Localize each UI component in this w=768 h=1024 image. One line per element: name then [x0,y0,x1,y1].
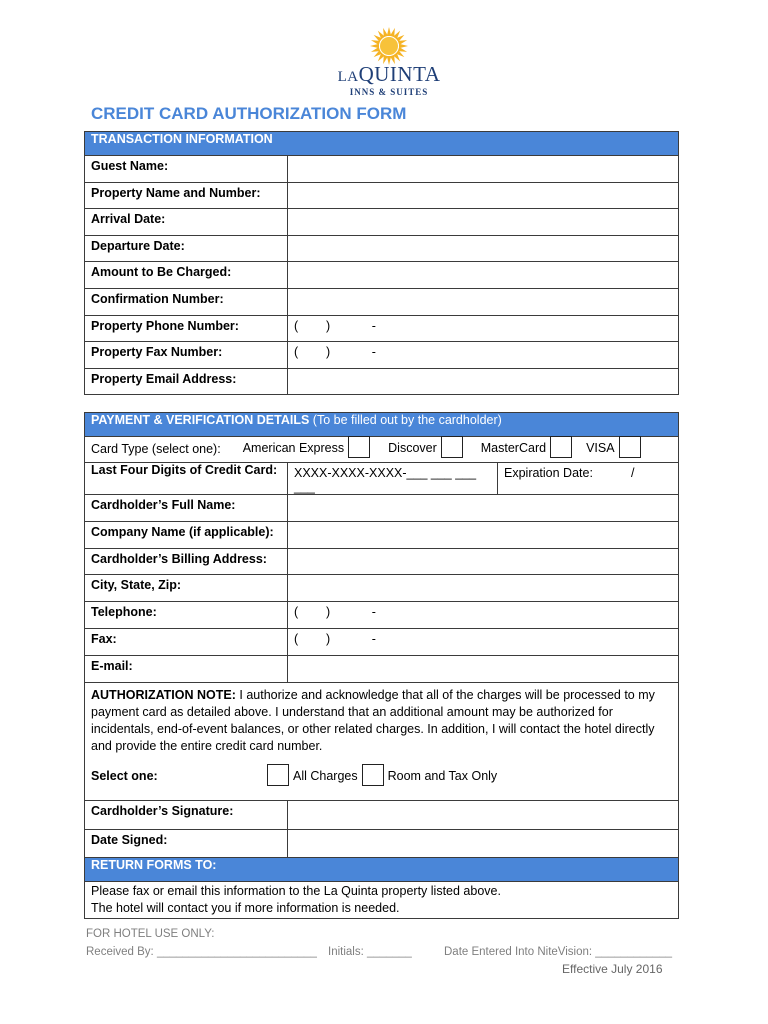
field-value[interactable] [288,495,679,522]
card-type-mastercard[interactable]: MasterCard [481,439,576,458]
brand-name: LAQUINTA [337,62,441,86]
field-value[interactable]: ( ) - [288,315,679,342]
table-row [85,262,679,289]
return-instructions [85,881,679,918]
field-value[interactable] [288,288,679,315]
all-charges-label: All Charges [293,769,358,784]
card-type-label: Card Type (select one): [91,441,221,456]
sun-ray [387,27,391,36]
field-label: Cardholder’s Full Name: [85,495,288,522]
table-row [85,315,679,342]
card-type-visa[interactable]: VISA [586,439,645,458]
card-type-discover[interactable]: Discover [388,439,467,458]
room-tax-checkbox[interactable] [362,764,384,786]
return-header: RETURN FORMS TO: [85,857,679,881]
expiration-field[interactable]: Expiration Date: / [498,463,679,495]
last-four-label: Last Four Digits of Credit Card: [85,463,288,495]
received-by: Received By: _________________________ [86,946,317,958]
field-value[interactable]: ( ) - [288,628,679,655]
field-value[interactable] [288,548,679,575]
table-row [85,368,679,395]
field-label: Arrival Date: [85,209,288,236]
return-line-1: Please fax or email this information to the La Quinta property listed above. [91,883,501,898]
field-value[interactable] [288,182,679,209]
field-label: Cardholder’s Billing Address: [85,548,288,575]
signature-label: Cardholder’s Signature: [85,800,288,829]
card-type-amex[interactable]: American Express [243,439,374,458]
field-label: Property Phone Number: [85,315,288,342]
field-value[interactable] [288,521,679,548]
initials: Initials: _______ [328,946,412,958]
table-row [85,342,679,369]
card-type-row [85,437,679,463]
amex-checkbox[interactable] [348,436,370,458]
payment-table [84,412,679,919]
table-row [85,156,679,183]
select-one-row [91,767,672,786]
table-row [85,521,679,548]
field-label: Departure Date: [85,235,288,262]
visa-checkbox[interactable] [619,436,641,458]
field-value[interactable] [288,575,679,602]
field-value[interactable]: ( ) - [288,342,679,369]
field-value[interactable] [288,235,679,262]
select-one-label: Select one: [91,769,158,784]
table-row [85,548,679,575]
field-label: Property Fax Number: [85,342,288,369]
table-row [85,209,679,236]
field-label: Company Name (if applicable): [85,521,288,548]
expiration-slash: / [630,466,635,480]
field-label: Property Name and Number: [85,182,288,209]
table-row [85,602,679,629]
field-value[interactable] [288,262,679,289]
field-value[interactable]: ( ) - [288,602,679,629]
authorization-note: AUTHORIZATION NOTE: I authorize and acknowledge that all of the charges will be processed to my payment card as detailed above. I understand that an additional amount may be authorized for incidentals, end-of-event balances, or other related charges. In addition, I will contact the hotel directly and provide the entire credit card number. Select one: All Charges Room and Tax Only [85,682,679,800]
brand-subtitle: INNS & SUITES [349,87,429,97]
table-row [85,575,679,602]
field-value[interactable] [288,368,679,395]
field-label: Amount to Be Charged: [85,262,288,289]
transaction-table [84,131,679,395]
field-label: Telephone: [85,602,288,629]
payment-header: PAYMENT & VERIFICATION DETAILS (To be filled out by the cardholder) [85,413,679,437]
sun-icon [332,26,446,66]
discover-checkbox[interactable] [441,436,463,458]
form-title: CREDIT CARD AUTHORIZATION FORM [91,104,407,123]
table-row [85,495,679,522]
table-row [85,655,679,682]
last-four-field[interactable]: XXXX-XXXX-XXXX-___ ___ ___ ___ [288,463,498,495]
field-label: Property Email Address: [85,368,288,395]
date-signed-label: Date Signed: [85,829,288,857]
field-label: Confirmation Number: [85,288,288,315]
field-label: City, State, Zip: [85,575,288,602]
date-entered: Date Entered Into NiteVision: ____________ [444,946,673,958]
date-signed-field[interactable] [288,829,679,857]
table-row [85,182,679,209]
sun-ray [370,44,379,48]
table-row [85,628,679,655]
field-label: Fax: [85,628,288,655]
field-label: E-mail: [85,655,288,682]
signature-field[interactable] [288,800,679,829]
room-tax-label: Room and Tax Only [387,769,498,784]
return-line-2: The hotel will contact you if more information is needed. [91,900,400,915]
hotel-use-title: FOR HOTEL USE ONLY: [86,928,215,940]
field-value[interactable] [288,156,679,183]
effective-date: Effective July 2016 [562,962,663,976]
table-row [85,288,679,315]
field-value[interactable] [288,655,679,682]
mastercard-checkbox[interactable] [550,436,572,458]
field-label: Guest Name: [85,156,288,183]
all-charges-checkbox[interactable] [267,764,289,786]
sun-ray [399,44,408,48]
table-row [85,235,679,262]
transaction-header: TRANSACTION INFORMATION [85,132,679,156]
field-value[interactable] [288,209,679,236]
